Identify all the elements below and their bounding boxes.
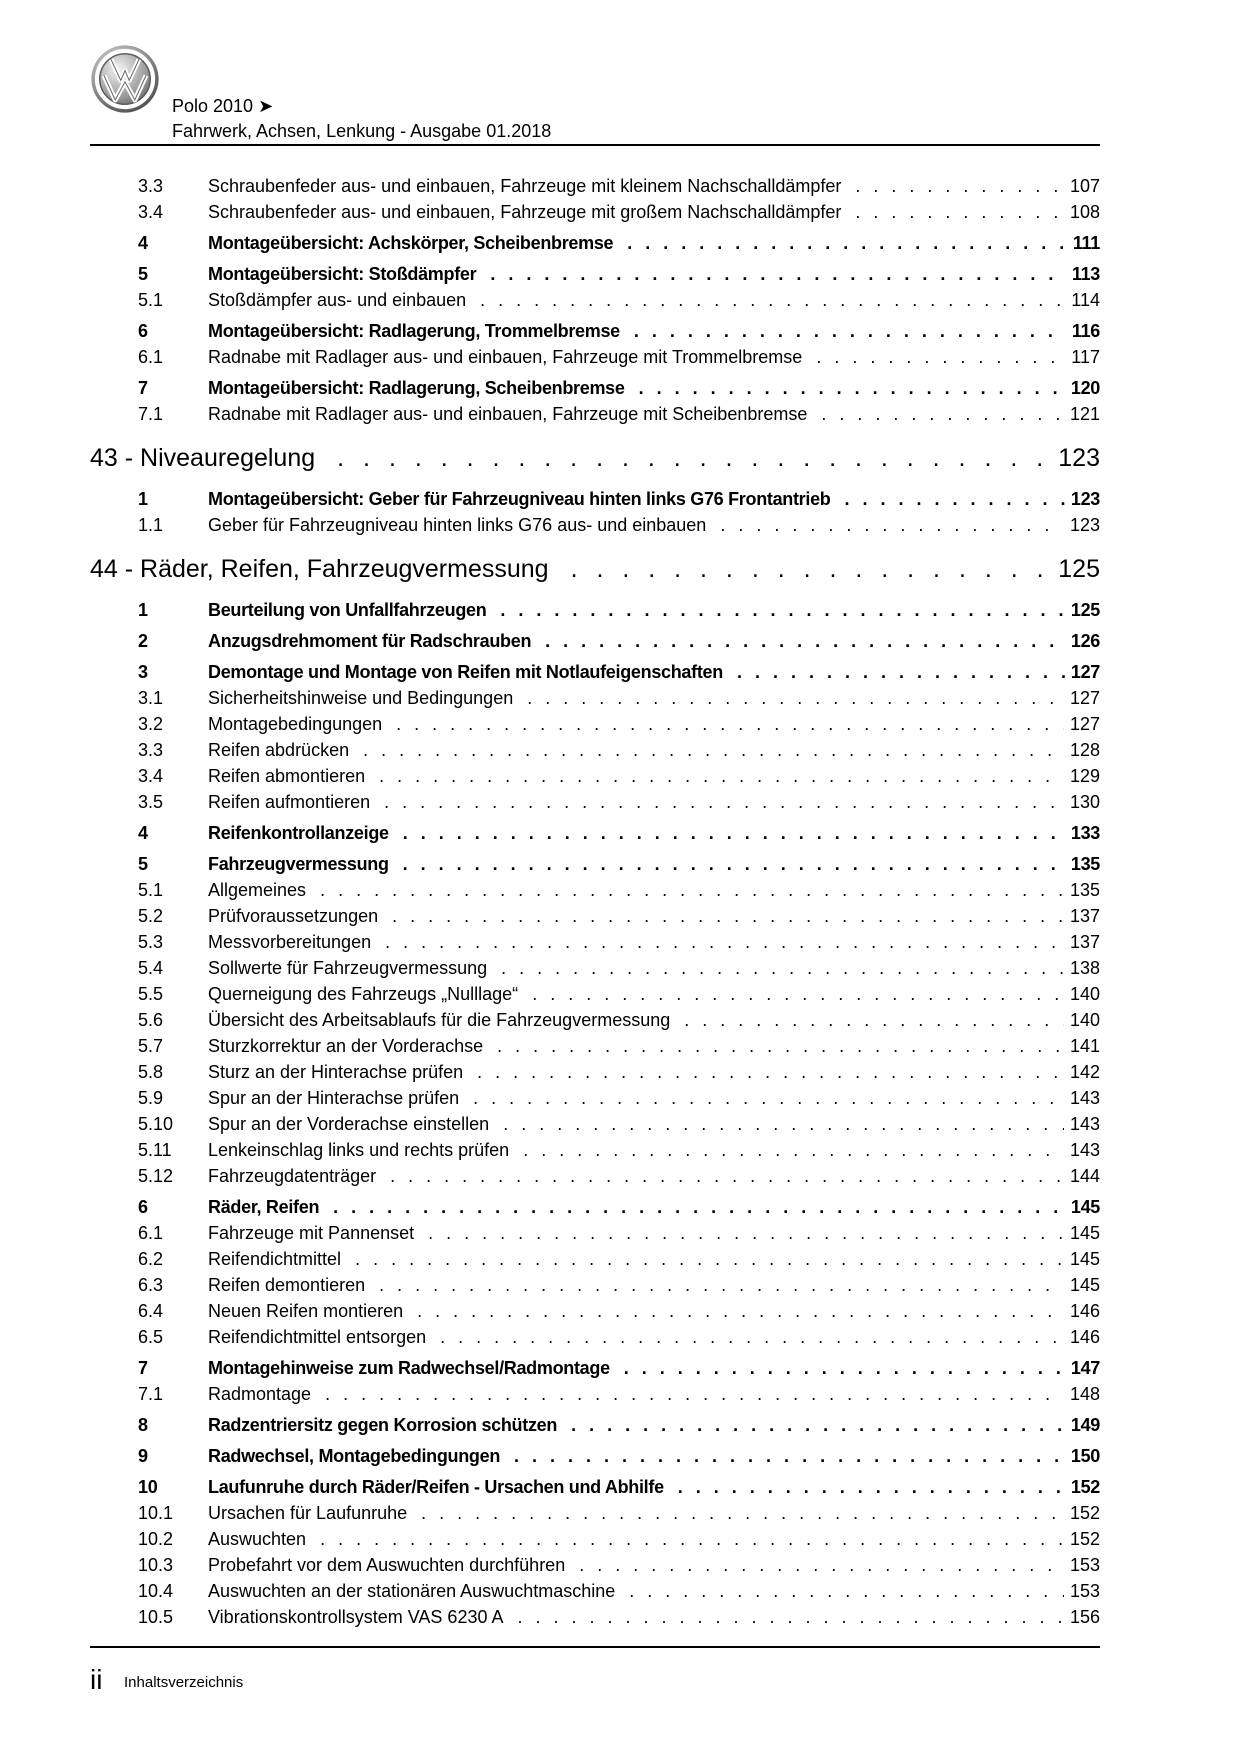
toc-page-number: 127	[1069, 714, 1100, 734]
toc-title: Spur an der Vorderachse einstellen	[208, 1114, 490, 1134]
toc-page-number: 121	[1069, 404, 1100, 424]
toc-page-number: 126	[1070, 631, 1100, 651]
toc-title: Lenkeinschlag links und rechts prüfen	[208, 1140, 510, 1160]
toc-leader-dots	[571, 555, 1053, 584]
toc-number: 5.7	[138, 1036, 164, 1056]
toc-title: Radwechsel, Montagebedingungen	[208, 1446, 501, 1466]
toc-title: Auswuchten an der stationären Auswuchtmaschine	[208, 1581, 616, 1601]
toc-number: 7	[138, 378, 148, 398]
toc-title: Radnabe mit Radlager aus- und einbauen, Fahrzeuge mit Scheibenbremse	[208, 404, 808, 424]
toc-page-number: 152	[1069, 1503, 1100, 1523]
toc-leader-dots	[403, 823, 1065, 844]
toc-title: Querneigung des Fahrzeugs „Nulllage“	[208, 984, 519, 1004]
toc-number: 5	[138, 854, 148, 874]
toc-subsection[interactable]	[90, 1010, 1100, 1036]
toc-page-number: 108	[1069, 202, 1100, 222]
toc-number: 5.11	[138, 1140, 172, 1160]
toc-subsection[interactable]	[90, 1529, 1100, 1555]
header-subtitle: Fahrwerk, Achsen, Lenkung - Ausgabe 01.2018	[172, 121, 552, 141]
toc-section[interactable]	[90, 1415, 1100, 1441]
toc-section[interactable]	[90, 264, 1100, 290]
toc-title: Radnabe mit Radlager aus- und einbauen, Fahrzeuge mit Trommelbremse	[208, 347, 803, 367]
toc-page-number: 123	[1070, 489, 1100, 509]
toc-leader-dots	[325, 1384, 1064, 1405]
toc-subsection[interactable]	[90, 290, 1100, 316]
toc-title: Sturz an der Hinterachse prüfen	[208, 1062, 464, 1082]
toc-number: 2	[138, 631, 148, 651]
toc-number: 6.2	[138, 1249, 164, 1269]
toc-leader-dots	[532, 984, 1064, 1005]
table-of-contents	[90, 176, 1100, 1633]
toc-subsection[interactable]	[90, 1114, 1100, 1140]
toc-leader-dots	[737, 662, 1065, 683]
toc-leader-dots	[477, 1062, 1064, 1083]
toc-title: Sicherheitshinweise und Bedingungen	[208, 688, 514, 708]
toc-leader-dots	[320, 1529, 1064, 1550]
toc-leader-dots	[627, 233, 1067, 254]
toc-title: Montageübersicht: Radlagerung, Trommelbremse	[208, 321, 620, 341]
vw-logo-icon	[90, 44, 160, 114]
toc-number: 9	[138, 1446, 148, 1466]
toc-subsection[interactable]	[90, 176, 1100, 202]
toc-leader-dots	[503, 1114, 1064, 1135]
toc-number: 6.1	[138, 1223, 164, 1243]
toc-title: Reifen abdrücken	[208, 740, 350, 760]
header-model: Polo 2010 ➤	[172, 96, 274, 116]
toc-number: 3.2	[138, 714, 164, 734]
toc-leader-dots	[518, 1607, 1064, 1628]
toc-number: 5.3	[138, 932, 164, 952]
toc-page-number: 148	[1069, 1384, 1100, 1404]
toc-title: Fahrzeugdatenträger	[208, 1166, 377, 1186]
toc-leader-dots	[624, 1358, 1065, 1379]
toc-title: Probefahrt vor dem Auswuchten durchführen	[208, 1555, 566, 1575]
toc-title: Übersicht des Arbeitsablaufs für die Fahrzeugvermessung	[208, 1010, 671, 1030]
page-header	[90, 44, 1100, 146]
toc-number: 3.3	[138, 740, 164, 760]
toc-leader-dots	[629, 1581, 1064, 1602]
toc-title: Laufunruhe durch Räder/Reifen - Ursachen und Abhilfe	[208, 1477, 664, 1497]
toc-number: 5.5	[138, 984, 164, 1004]
toc-page-number: 137	[1069, 932, 1100, 952]
toc-page-number: 128	[1069, 740, 1100, 760]
toc-page-number: 125	[1058, 555, 1100, 583]
toc-title: Sturzkorrektur an der Vorderachse	[208, 1036, 484, 1056]
toc-section[interactable]	[90, 1197, 1100, 1223]
toc-number: 10.4	[138, 1581, 174, 1601]
toc-title: Geber für Fahrzeugniveau hinten links G76 aus- und einbauen	[208, 515, 707, 535]
toc-title: 44 - Räder, Reifen, Fahrzeugvermessung	[90, 555, 549, 583]
toc-number: 1.1	[138, 515, 164, 535]
toc-number: 6.1	[138, 347, 164, 367]
toc-subsection[interactable]	[90, 1249, 1100, 1275]
toc-leader-dots	[379, 766, 1064, 787]
toc-leader-dots	[480, 290, 1065, 311]
toc-leader-dots	[320, 880, 1064, 901]
footer-label: Inhaltsverzeichnis	[124, 1674, 244, 1691]
toc-leader-dots	[500, 600, 1064, 621]
toc-subsection[interactable]	[90, 766, 1100, 792]
toc-number: 3	[138, 662, 148, 682]
footer-divider	[90, 1646, 1100, 1648]
toc-title: Montageübersicht: Stoßdämpfer	[208, 264, 477, 284]
toc-subsection[interactable]	[90, 1555, 1100, 1581]
toc-number: 4	[138, 823, 148, 843]
toc-page-number: 149	[1070, 1415, 1100, 1435]
toc-subsection[interactable]	[90, 880, 1100, 906]
toc-leader-dots	[527, 688, 1064, 709]
toc-page-number: 107	[1069, 176, 1100, 196]
toc-page-number: 116	[1071, 321, 1100, 341]
toc-leader-dots	[428, 1223, 1064, 1244]
toc-section[interactable]	[90, 321, 1100, 347]
toc-number: 5	[138, 264, 148, 284]
toc-leader-dots	[355, 1249, 1064, 1270]
toc-leader-dots	[440, 1327, 1064, 1348]
toc-title: Schraubenfeder aus- und einbauen, Fahrzeuge mit großem Nachschalldämpfer	[208, 202, 842, 222]
toc-number: 5.1	[138, 290, 164, 310]
toc-section[interactable]	[90, 854, 1100, 880]
toc-title: Vibrationskontrollsystem VAS 6230 A	[208, 1607, 504, 1627]
toc-page-number: 113	[1071, 264, 1100, 284]
toc-page-number: 135	[1070, 854, 1100, 874]
toc-page-number: 152	[1069, 1529, 1100, 1549]
toc-title: Räder, Reifen	[208, 1197, 320, 1217]
toc-subsection[interactable]	[90, 1166, 1100, 1192]
toc-section[interactable]	[90, 1446, 1100, 1472]
toc-section[interactable]	[90, 1477, 1100, 1503]
toc-leader-dots	[514, 1446, 1065, 1467]
toc-leader-dots	[403, 854, 1065, 875]
toc-section[interactable]	[90, 378, 1100, 404]
toc-page-number: 114	[1071, 290, 1100, 310]
toc-leader-dots	[379, 1275, 1064, 1296]
toc-number: 6.5	[138, 1327, 164, 1347]
toc-number: 5.8	[138, 1062, 164, 1082]
toc-page-number: 120	[1070, 378, 1100, 398]
toc-subsection[interactable]	[90, 932, 1100, 958]
toc-page-number: 133	[1070, 823, 1100, 843]
toc-page-number: 145	[1070, 1197, 1100, 1217]
toc-page-number: 127	[1069, 688, 1100, 708]
toc-subsection[interactable]	[90, 515, 1100, 541]
toc-section[interactable]	[90, 1358, 1100, 1384]
toc-leader-dots	[855, 176, 1064, 197]
toc-leader-dots	[497, 1036, 1064, 1057]
toc-page-number: 143	[1069, 1088, 1100, 1108]
toc-number: 5.12	[138, 1166, 174, 1186]
toc-number: 10	[138, 1477, 158, 1497]
toc-page-number: 145	[1069, 1249, 1100, 1269]
toc-page-number: 125	[1070, 600, 1100, 620]
toc-leader-dots	[855, 202, 1064, 223]
toc-leader-dots	[501, 958, 1064, 979]
toc-number: 10.2	[138, 1529, 174, 1549]
toc-leader-dots	[816, 347, 1065, 368]
toc-leader-dots	[821, 404, 1064, 425]
toc-subsection[interactable]	[90, 714, 1100, 740]
toc-page-number: 147	[1070, 1358, 1100, 1378]
toc-page-number: 146	[1069, 1301, 1100, 1321]
toc-leader-dots	[390, 1166, 1064, 1187]
toc-title: Allgemeines	[208, 880, 307, 900]
toc-page-number: 111	[1072, 233, 1100, 253]
toc-section[interactable]	[90, 823, 1100, 849]
toc-page-number: 153	[1069, 1581, 1100, 1601]
toc-chapter[interactable]	[90, 553, 1100, 595]
footer-page-number: ii	[90, 1664, 103, 1695]
toc-page-number: 137	[1069, 906, 1100, 926]
toc-number: 10.3	[138, 1555, 174, 1575]
toc-section[interactable]	[90, 489, 1100, 515]
toc-subsection[interactable]	[90, 1275, 1100, 1301]
toc-leader-dots	[473, 1088, 1064, 1109]
toc-leader-dots	[571, 1415, 1065, 1436]
toc-title: Anzugsdrehmoment für Radschrauben	[208, 631, 532, 651]
toc-subsection[interactable]	[90, 984, 1100, 1010]
toc-title: Sollwerte für Fahrzeugvermessung	[208, 958, 488, 978]
toc-leader-dots	[634, 321, 1066, 342]
toc-section[interactable]	[90, 233, 1100, 259]
toc-page-number: 145	[1069, 1223, 1100, 1243]
toc-leader-dots	[417, 1301, 1064, 1322]
toc-title: Neuen Reifen montieren	[208, 1301, 404, 1321]
toc-title: Montagehinweise zum Radwechsel/Radmontage	[208, 1358, 610, 1378]
toc-page-number: 140	[1069, 984, 1100, 1004]
toc-page-number: 117	[1071, 347, 1100, 367]
toc-subsection[interactable]	[90, 906, 1100, 932]
toc-leader-dots	[363, 740, 1064, 761]
toc-number: 10.5	[138, 1607, 174, 1627]
toc-title: Schraubenfeder aus- und einbauen, Fahrzeuge mit kleinem Nachschalldämpfer	[208, 176, 842, 196]
toc-subsection[interactable]	[90, 347, 1100, 373]
toc-title: Montageübersicht: Radlagerung, Scheibenbremse	[208, 378, 625, 398]
toc-number: 5.6	[138, 1010, 164, 1030]
toc-chapter[interactable]	[90, 442, 1100, 484]
toc-subsection[interactable]	[90, 958, 1100, 984]
toc-leader-dots	[490, 264, 1066, 285]
toc-subsection[interactable]	[90, 1384, 1100, 1410]
toc-number: 7.1	[138, 1384, 164, 1404]
toc-page-number: 145	[1069, 1275, 1100, 1295]
toc-leader-dots	[337, 444, 1052, 473]
toc-title: Fahrzeuge mit Pannenset	[208, 1223, 415, 1243]
toc-number: 5.10	[138, 1114, 174, 1134]
toc-number: 7	[138, 1358, 148, 1378]
toc-subsection[interactable]	[90, 688, 1100, 714]
toc-title: Beurteilung von Unfallfahrzeugen	[208, 600, 487, 620]
toc-leader-dots	[845, 489, 1065, 510]
toc-leader-dots	[385, 932, 1064, 953]
toc-title: Ursachen für Laufunruhe	[208, 1503, 408, 1523]
toc-leader-dots	[384, 792, 1064, 813]
toc-title: Reifen aufmontieren	[208, 792, 371, 812]
toc-number: 6	[138, 321, 148, 341]
toc-number: 6.4	[138, 1301, 164, 1321]
toc-page-number: 143	[1069, 1140, 1100, 1160]
toc-title: Demontage und Montage von Reifen mit Notlaufeigenschaften	[208, 662, 723, 682]
toc-number: 5.4	[138, 958, 164, 978]
toc-page-number: 127	[1070, 662, 1100, 682]
toc-number: 5.9	[138, 1088, 164, 1108]
toc-title: Reifen abmontieren	[208, 766, 366, 786]
toc-subsection[interactable]	[90, 1140, 1100, 1166]
toc-page-number: 123	[1069, 515, 1100, 535]
toc-title: Montagebedingungen	[208, 714, 383, 734]
toc-page-number: 143	[1069, 1114, 1100, 1134]
toc-title: Radmontage	[208, 1384, 312, 1404]
toc-leader-dots	[333, 1197, 1065, 1218]
toc-subsection[interactable]	[90, 202, 1100, 228]
toc-number: 3.3	[138, 176, 164, 196]
toc-number: 10.1	[138, 1503, 174, 1523]
toc-page-number: 152	[1070, 1477, 1100, 1497]
toc-leader-dots	[720, 515, 1064, 536]
toc-leader-dots	[523, 1140, 1064, 1161]
toc-number: 3.4	[138, 202, 164, 222]
toc-subsection[interactable]	[90, 740, 1100, 766]
toc-subsection[interactable]	[90, 1581, 1100, 1607]
toc-title: Spur an der Hinterachse prüfen	[208, 1088, 460, 1108]
toc-subsection[interactable]	[90, 1223, 1100, 1249]
toc-number: 3.1	[138, 688, 164, 708]
toc-page-number: 135	[1069, 880, 1100, 900]
toc-leader-dots	[392, 906, 1064, 927]
toc-subsection[interactable]	[90, 1088, 1100, 1114]
toc-number: 1	[138, 489, 148, 509]
toc-subsection[interactable]	[90, 1607, 1100, 1633]
toc-leader-dots	[579, 1555, 1064, 1576]
toc-subsection[interactable]	[90, 1062, 1100, 1088]
toc-page-number: 130	[1069, 792, 1100, 812]
toc-section[interactable]	[90, 631, 1100, 657]
header-divider	[90, 144, 1100, 146]
toc-page-number: 146	[1069, 1327, 1100, 1347]
toc-subsection[interactable]	[90, 792, 1100, 818]
toc-page-number: 150	[1070, 1446, 1100, 1466]
toc-title: Auswuchten	[208, 1529, 307, 1549]
toc-page-number: 138	[1069, 958, 1100, 978]
toc-number: 7.1	[138, 404, 164, 424]
toc-title: Montageübersicht: Geber für Fahrzeugniveau hinten links G76 Frontantrieb	[208, 489, 831, 509]
toc-title: Prüfvoraussetzungen	[208, 906, 379, 926]
toc-section[interactable]	[90, 662, 1100, 688]
toc-title: Reifendichtmittel	[208, 1249, 342, 1269]
toc-number: 8	[138, 1415, 148, 1435]
toc-leader-dots	[396, 714, 1064, 735]
toc-title: Montageübersicht: Achskörper, Scheibenbremse	[208, 233, 614, 253]
toc-leader-dots	[545, 631, 1065, 652]
toc-subsection[interactable]	[90, 404, 1100, 430]
toc-number: 5.2	[138, 906, 164, 926]
toc-page-number: 153	[1069, 1555, 1100, 1575]
toc-page-number: 156	[1069, 1607, 1100, 1627]
toc-title: 43 - Niveauregelung	[90, 444, 316, 472]
toc-subsection[interactable]	[90, 1503, 1100, 1529]
toc-page-number: 140	[1069, 1010, 1100, 1030]
toc-title: Messvorbereitungen	[208, 932, 372, 952]
toc-number: 6	[138, 1197, 148, 1217]
toc-leader-dots	[684, 1010, 1064, 1031]
toc-title: Fahrzeugvermessung	[208, 854, 389, 874]
toc-number: 6.3	[138, 1275, 164, 1295]
toc-subsection[interactable]	[90, 1327, 1100, 1353]
toc-page-number: 129	[1069, 766, 1100, 786]
toc-subsection[interactable]	[90, 1036, 1100, 1062]
toc-title: Stoßdämpfer aus- und einbauen	[208, 290, 467, 310]
toc-subsection[interactable]	[90, 1301, 1100, 1327]
toc-number: 4	[138, 233, 148, 253]
toc-page-number: 142	[1069, 1062, 1100, 1082]
toc-number: 1	[138, 600, 148, 620]
toc-title: Reifenkontrollanzeige	[208, 823, 389, 843]
toc-leader-dots	[639, 378, 1065, 399]
toc-title: Reifendichtmittel entsorgen	[208, 1327, 427, 1347]
toc-leader-dots	[421, 1503, 1064, 1524]
toc-title: Reifen demontieren	[208, 1275, 366, 1295]
toc-section[interactable]	[90, 600, 1100, 626]
toc-page-number: 141	[1069, 1036, 1100, 1056]
toc-number: 3.4	[138, 766, 164, 786]
toc-title: Radzentriersitz gegen Korrosion schützen	[208, 1415, 558, 1435]
toc-page-number: 144	[1069, 1166, 1100, 1186]
toc-leader-dots	[678, 1477, 1065, 1498]
toc-number: 5.1	[138, 880, 164, 900]
toc-page-number: 123	[1058, 444, 1100, 472]
toc-number: 3.5	[138, 792, 164, 812]
